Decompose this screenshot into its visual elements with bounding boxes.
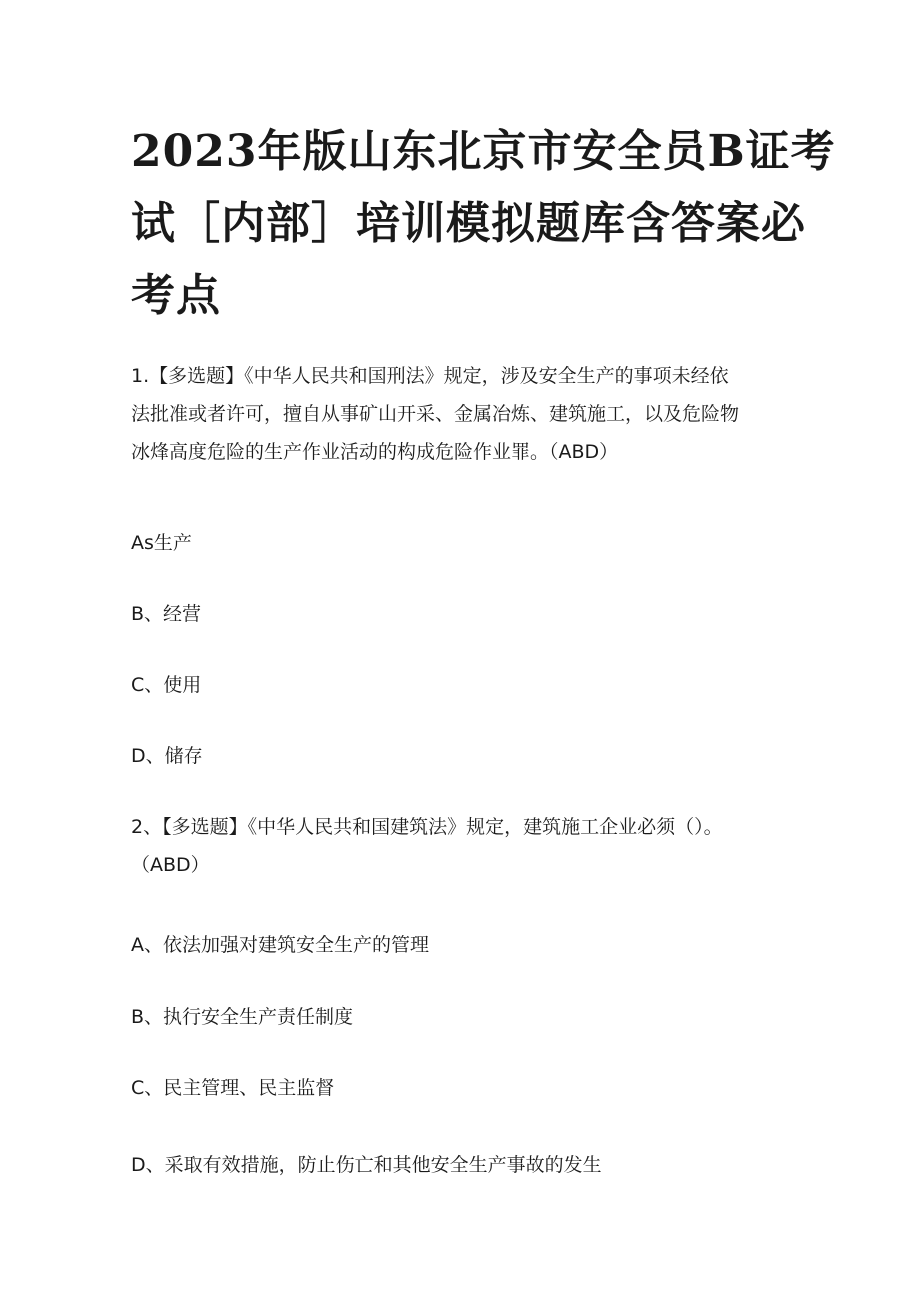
document-title [131, 116, 836, 332]
question-2-option-b: B、执行安全生产责任制度 [131, 1006, 354, 1028]
question-stem-line: （ABD） [131, 854, 210, 876]
question-stem-line: 冰烽高度危险的生产作业活动的构成危险作业罪。（ABD） [131, 441, 619, 463]
question-2-stem [131, 808, 791, 884]
question-1-option-a: As生产 [131, 532, 192, 554]
question-2-option-c: C、民主管理、民主监督 [131, 1077, 335, 1099]
question-1-option-d: D、储存 [131, 745, 203, 767]
question-stem-line: 2、【多选题】《中华人民共和国建筑法》规定，建筑施工企业必须（）。 [131, 816, 723, 838]
question-2-option-d: D、采取有效措施，防止伤亡和其他安全生产事故的发生 [131, 1154, 602, 1176]
title-line: 2023年版山东北京市安全员B证考 [131, 126, 836, 177]
title-line: 试［内部］培训模拟题库含答案必 [131, 198, 806, 249]
question-1-option-c: C、使用 [131, 674, 202, 696]
question-1-option-b: B、经营 [131, 603, 202, 625]
question-stem-line: 1.【多选题】《中华人民共和国刑法》规定，涉及安全生产的事项未经依 [131, 365, 729, 387]
question-2-option-a: A、依法加强对建筑安全生产的管理 [131, 934, 429, 956]
question-1-stem [131, 357, 791, 471]
title-line: 考点 [131, 270, 221, 321]
question-stem-line: 法批准或者许可，擅自从事矿山开采、金属冶炼、建筑施工，以及危险物 [131, 403, 740, 425]
